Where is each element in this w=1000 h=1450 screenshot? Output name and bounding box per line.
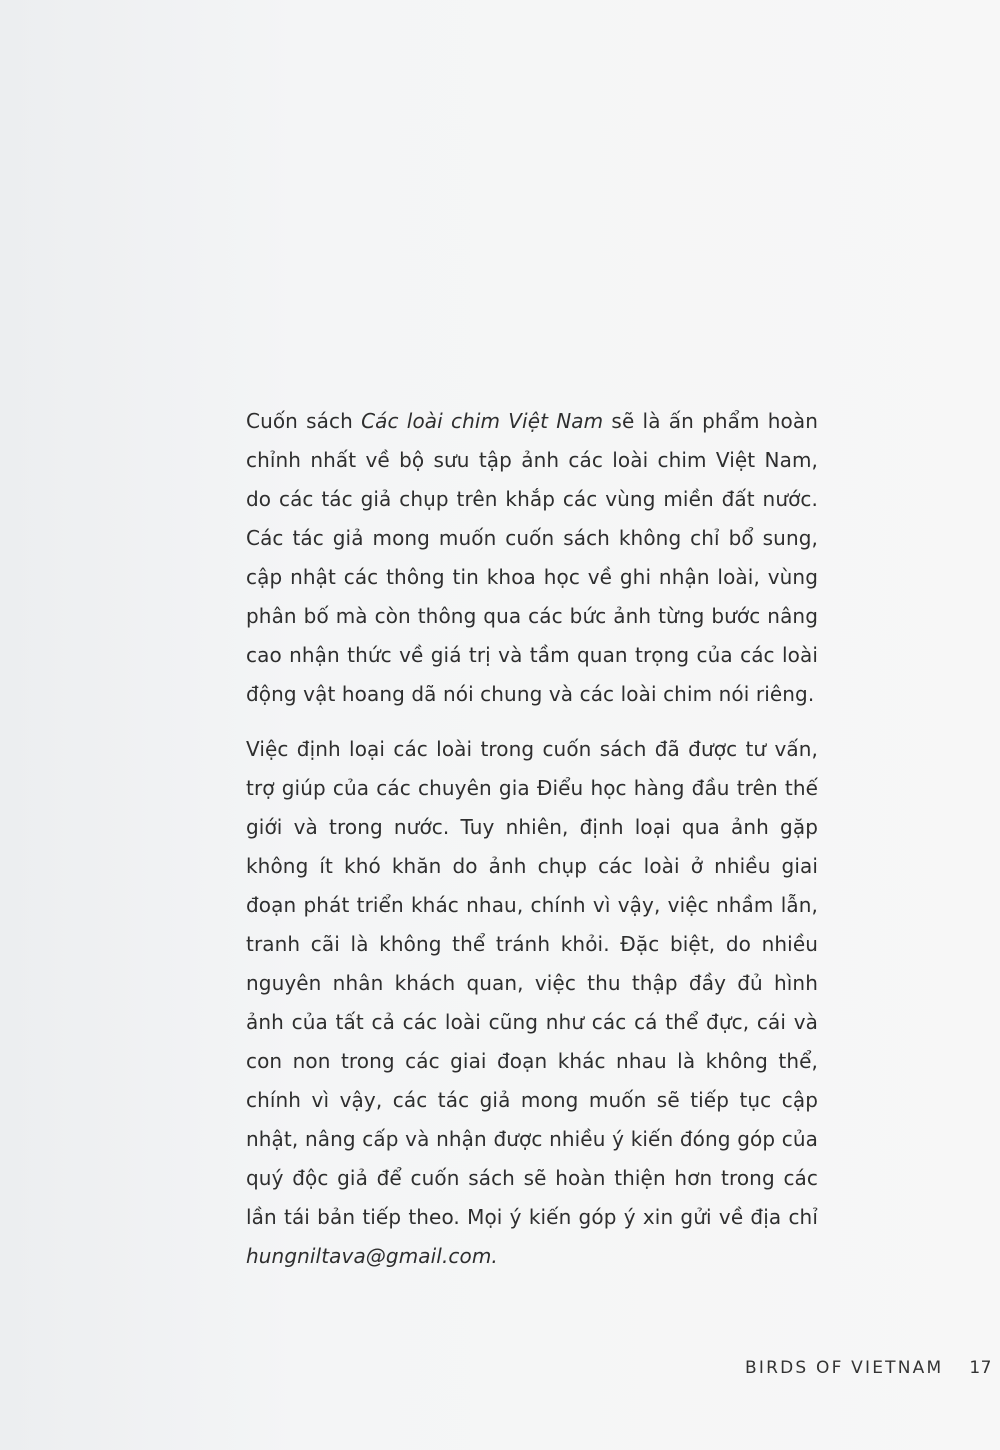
paragraph-identification	[246, 730, 818, 1276]
paragraph-identification-text: Việc định loại các loài trong cuốn sách đã được tư vấn, trợ giúp của các chuyên gia Điểu học hàng đầu trên thế giới và trong nước. Tuy nhiên, định loại qua ảnh gặp không ít khó khăn do ảnh chụp các loài ở nhiều giai đoạn phát triển khác nhau, chính vì vậy, việc nhầm lẫn, tranh cãi là không thể tránh khỏi. Đặc biệt, do nhiều nguyên nhân khách quan, việc thu thập đầy đủ hình ảnh của tất cả các loài cũng như các cá thể đực, cái và con non trong các giai đoạn khác nhau là không thể, chính vì vậy, các tác giả mong muốn sẽ tiếp tục cập nhật, nâng cấp và nhận được nhiều ý kiến đóng góp của quý độc giả để cuốn sách sẽ hoàn thiện hơn trong các lần tái bản tiếp theo. Mọi ý kiến góp ý xin gửi về địa chỉ	[246, 737, 818, 1229]
page-footer	[745, 1358, 992, 1378]
body-text	[246, 402, 818, 1276]
book-title: Các loài chim Việt Nam	[361, 409, 604, 433]
paragraph-intro-rest: sẽ là ấn phẩm hoàn chỉnh nhất về bộ sưu tập ảnh các loài chim Việt Nam, do các tác giả chụp trên khắp các vùng miền đất nước. Các tác giả mong muốn cuốn sách không chỉ bổ sung, cập nhật các thông tin khoa học về ghi nhận loài, vùng phân bố mà còn thông qua các bức ảnh từng bước nâng cao nhận thức về giá trị và tầm quan trọng của các loài động vật hoang dã nói chung và các loài chim nói riêng.	[246, 409, 819, 706]
paragraph-intro	[246, 402, 818, 714]
running-title: BIRDS OF VIETNAM	[745, 1358, 944, 1378]
contact-email: hungniltava@gmail.com.	[246, 1244, 498, 1268]
page-number: 17	[969, 1358, 992, 1378]
paragraph-intro-lead: Cuốn sách	[246, 409, 362, 433]
